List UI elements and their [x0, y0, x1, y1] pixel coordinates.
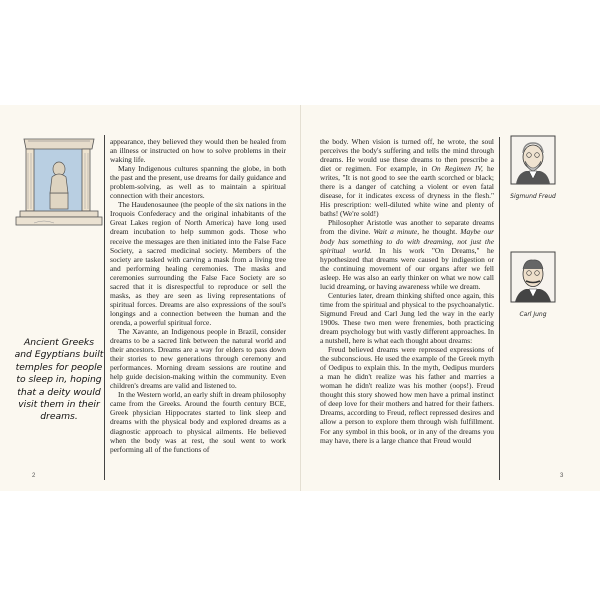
gutter — [300, 105, 301, 491]
paragraph: appearance, they believed they would then be healed from an illness or instructed on how to solve problems in their waking life. — [110, 137, 286, 165]
freud-portrait — [510, 135, 556, 185]
text-column-left — [110, 137, 286, 454]
jung-portrait — [510, 251, 556, 303]
paragraph: In the Western world, an early shift in dream philosophy came from the Greeks. Around the fourth century BCE, Greek physician Hippocrates started to link sleep and dreams with the physical body and explored dreams as a diagnostic approach to physical ailments. He believed when the body was at rest, the soul went to work performing all of the functions of — [110, 390, 286, 454]
paragraph: Philosopher Aristotle was another to separate dreams from the divine. Wait a minute, he thought. Maybe our body has something to do with dreaming, not just the spiritual world. In his work "On Dreams," he hypothesized that dreams were caused by indigestion or the continuing movement of our organs after we fell asleep. He was also an early thinker on what we now call lucid dreaming, or having awareness while we dream. — [320, 218, 494, 291]
right-divider-rule — [499, 137, 500, 480]
paragraph: the body. When vision is turned off, he wrote, the soul perceives the body's suffering and tells the mind through dreams. He would use these dreams to then prescribe a diet or regimen. For example, in On Regimen IV, he writes, "It is not good to see the earth scorched or black; there is a danger of catching a violent or even fatal disease, for it indicates excess of dryness in the flesh." His prescription: well-diluted white wine and plenty of baths! (We're sold!) — [320, 137, 494, 219]
page-number-right: 3 — [560, 473, 564, 479]
temple-illustration — [14, 131, 104, 231]
left-divider-rule — [104, 135, 105, 480]
paragraph: Centuries later, dream thinking shifted once again, this time from the spiritual and physical to the psychoanalytic. Sigmund Freud and Carl Jung led the way in the early 1900s. These two men were frenemies, both practicing dream psychology but with vastly different approaches. In a nutshell, here is what each thought about dreams: — [320, 290, 494, 346]
paragraph: Freud believed dreams were repressed expressions of the subconscious. He used the example of the Greek myth of Oedipus to explain this. In the myth, Oedipus murders a man he didn't realize was his father and marries a woman he didn't realize was his mother (oops!). Freud thought this story showed how men have a primal instinct of deep love for their mothers and hatred for their fathers. Dreams, according to Freud, reflect repressed desires and allow a person to explore them through wish fulfillment. For any symbol in this book, or in any of the dreams you may have, there is a large chance that Freud would — [320, 345, 494, 445]
jung-caption: Carl Jung — [519, 311, 547, 318]
paragraph: Many Indigenous cultures spanning the globe, in both the past and the present, use dreams for daily guidance and problem-solving, as well as to maintain a spiritual connection with their ancestors. — [110, 164, 286, 201]
left-caption: Ancient Greeks and Egyptians built temples for people to sleep in, hoping that a deity would visit them in their dreams. — [14, 337, 104, 423]
freud-caption: Sigmund Freud — [510, 193, 556, 200]
book-spread — [0, 105, 600, 491]
paragraph: The Haudenosaunee (the people of the six nations in the Iroquois Confederacy and the original inhabitants of the Great Lakes region of North America) have long used dream incubation to help summon gods. Those who receive the messages are then initiated into the False Face Society, a sacred medicinal society. Members of the society are tasked with carving a mask from a living tree and performing healing ceremonies. The masks and ceremonies surrounding the False Face Society are so sacred that it is disrespectful to reproduce or sell the masks, as they are seen as living representations of spiritual forces. Dreams are also expressions of the soul's longings and a connection between the human and the orenda, a powerful spiritual force. — [110, 200, 286, 327]
paragraph: The Xavante, an Indigenous people in Brazil, consider dreams to be a sacred link between the natural world and their ancestors. Dreams are a way for elders to pass down their stories to new generations through ceremony and performances. Morning dream sessions are routine and help guide decision-making within the community. Even children's dreams are valid and listened to. — [110, 326, 286, 391]
page-number-left: 2 — [32, 473, 36, 479]
text-column-right — [320, 137, 494, 445]
